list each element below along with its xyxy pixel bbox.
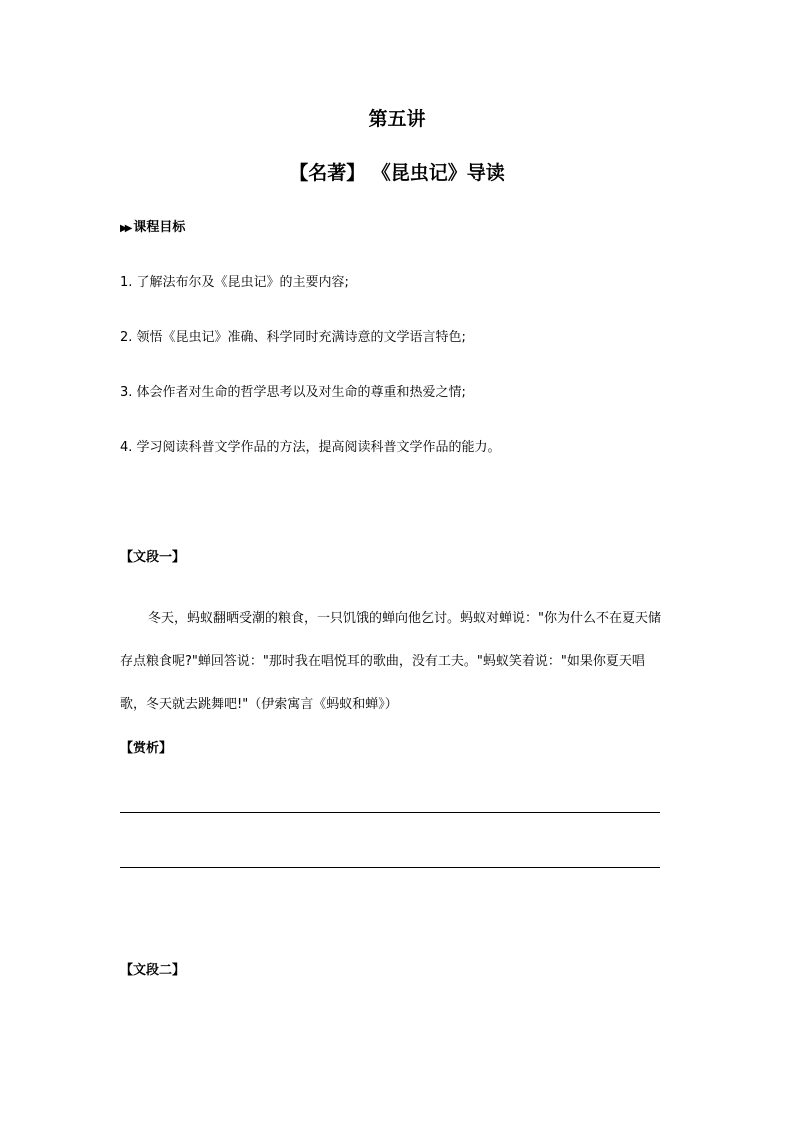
objective-item-3: 3. 体会作者对生命的哲学思考以及对生命的尊重和热爱之情;: [120, 385, 466, 400]
objective-item-1: 1. 了解法布尔及《昆虫记》的主要内容;: [120, 275, 349, 290]
objectives-heading: [120, 219, 185, 238]
segment1-passage: 冬天，蚂蚁翻晒受潮的粮食，一只饥饿的蝉向他乞讨。蚂蚁对蝉说："你为什么不在夏天储存点粮食呢?"蝉回答说："那时我在唱悦耳的歌曲，没有工夫。"蚂蚁笑着说："如果你夏天唱歌，冬天就去跳舞吧!"（伊索寓言《蚂蚁和蝉》）: [120, 611, 661, 712]
page-title: 第五讲: [368, 108, 426, 130]
answer-line-2: [120, 867, 660, 868]
answer-line-1: [120, 812, 660, 813]
double-arrow-icon: ▶▶: [120, 223, 130, 234]
page-subtitle: 【名著】 《昆虫记》导读: [289, 162, 505, 184]
appreciation-heading: 【赏析】: [120, 741, 173, 756]
segment2-heading: 【文段二】: [120, 963, 186, 978]
objectives-heading-label: 课程目标: [133, 220, 186, 235]
objective-item-2: 2. 领悟《昆虫记》准确、科学同时充满诗意的文学语言特色;: [120, 330, 466, 345]
objective-item-4: 4. 学习阅读科普文学作品的方法，提高阅读科普文学作品的能力。: [120, 440, 501, 455]
segment1-heading: 【文段一】: [120, 550, 186, 565]
